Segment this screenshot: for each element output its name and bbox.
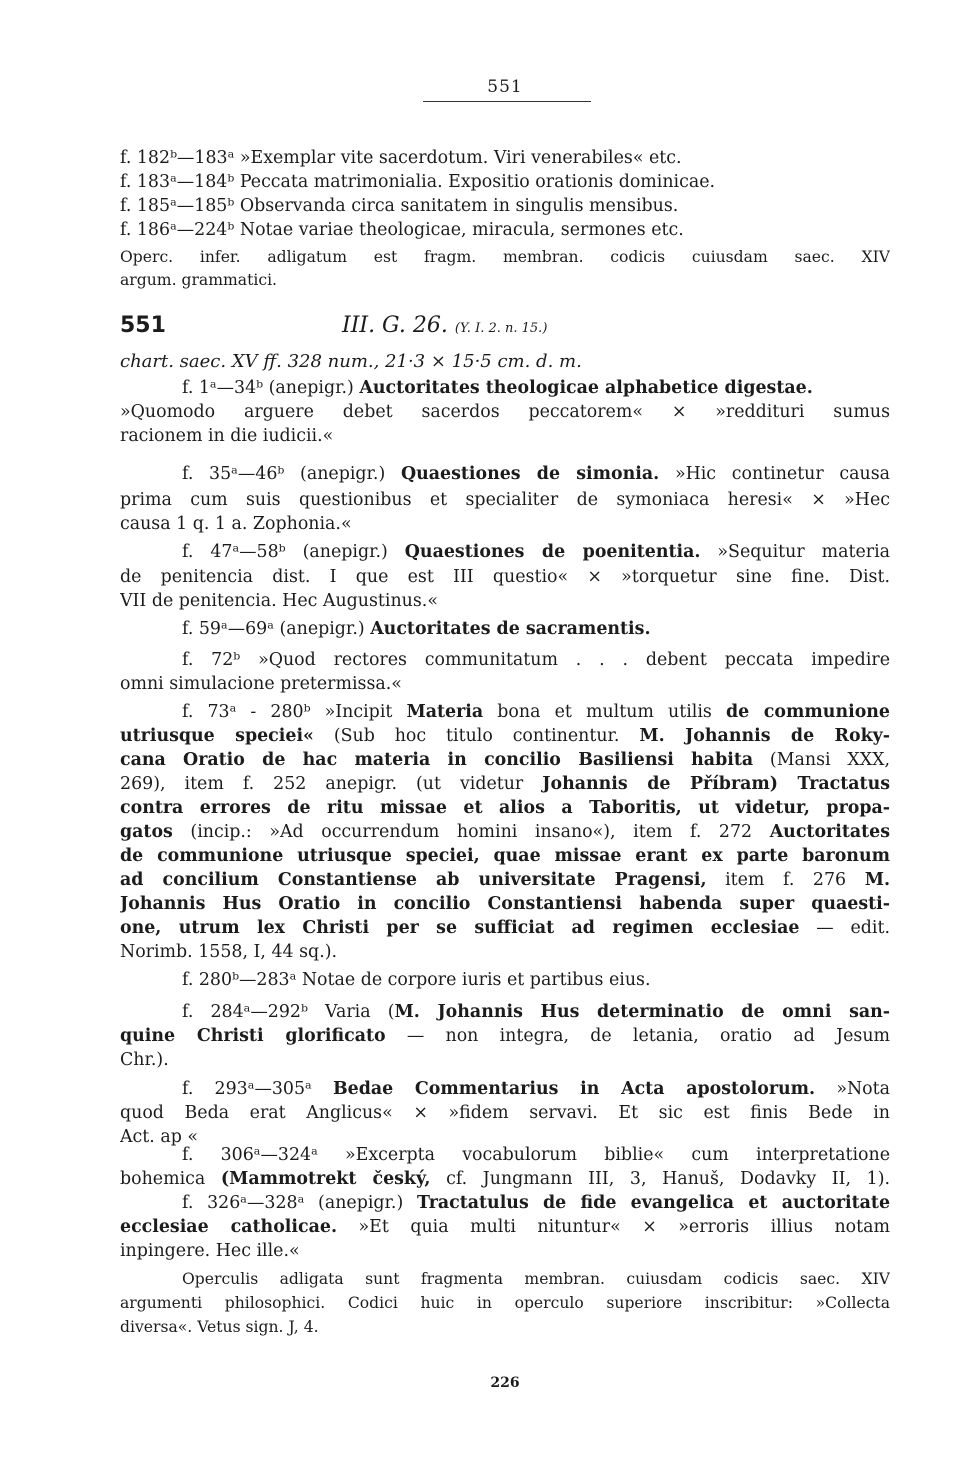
item-line: f. 1ᵃ—34ᵇ (anepigr.) Auctoritates theologicae alphabetice digestae. (182, 378, 813, 398)
item-line: 269), item f. 252 anepigr. (ut videtur Johannis de Příbram) Tractatus (120, 774, 890, 794)
header-rule (423, 101, 591, 102)
top-entry: f. 186ᵃ—224ᵇ Notae variae theologicae, miracula, sermones etc. (120, 220, 684, 240)
item-line: VII de penitencia. Hec Augustinus.« (120, 591, 438, 611)
operc-note: Operc. infer. adligatum est fragm. membran. codicis cuiusdam saec. XIV (120, 248, 890, 266)
codex-description: chart. saec. XV ff. 328 num., 21·3 × 15·5 cm. d. m. (120, 351, 582, 372)
operc-note: Operculis adligata sunt fragmenta membran. cuiusdam codicis saec. XIV (182, 1270, 890, 1288)
codex-signature: III. G. 26. (Y. I. 2. n. 15.) (342, 313, 548, 338)
item-line: »Quomodo arguere debet sacerdos peccatorem« × »reddituri sumus (120, 402, 890, 422)
item-line: f. 326ᵃ—328ᵃ (anepigr.) Tractatulus de fide evangelica et auctoritate (182, 1193, 890, 1213)
codex-number: 551 (120, 313, 166, 338)
item-line: f. 35ᵃ—46ᵇ (anepigr.) Quaestiones de simonia. »Hic continetur causa (182, 464, 890, 484)
catalog-page (120, 0, 890, 1482)
item-line: Johannis Hus Oratio in concilio Constantiensi habenda super quaesti- (120, 894, 890, 914)
item-line: f. 284ᵃ—292ᵇ Varia (M. Johannis Hus determinatio de omni san- (182, 1002, 890, 1022)
top-entry: f. 182ᵇ—183ᵃ »Exemplar vite sacerdotum. Viri venerabiles« etc. (120, 148, 682, 168)
item-line: quine Christi glorificato — non integra, de letania, oratio ad Jesum (120, 1026, 890, 1046)
item-line: prima cum suis questionibus et specialiter de symoniaca heresi« × »Hec (120, 490, 890, 510)
item-line: one, utrum lex Christi per se sufficiat ad regimen ecclesiae — edit. (120, 918, 890, 938)
item-line: utriusque speciei« (Sub hoc titulo continentur. M. Johannis de Roky- (120, 726, 890, 746)
item-line: contra errores de ritu missae et alios a Taboritis, ut videtur, propa- (120, 798, 890, 818)
item-line: f. 306ᵃ—324ᵃ »Excerpta vocabulorum biblie« cum interpretatione (182, 1145, 890, 1165)
item-line: de communione utriusque speciei, quae missae erant ex parte baronum (120, 846, 890, 866)
item-line: quod Beda erat Anglicus« × »fidem servavi. Et sic est finis Bede in (120, 1103, 890, 1123)
top-entry: f. 185ᵃ—185ᵇ Observanda circa sanitatem in singulis mensibus. (120, 196, 679, 216)
item-line: ecclesiae catholicae. »Et quia multi nituntur« × »erroris illius notam (120, 1217, 890, 1237)
item-line: causa 1 q. 1 a. Zophonia.« (120, 514, 352, 534)
item-line: gatos (incip.: »Ad occurrendum homini insano«), item f. 272 Auctoritates (120, 822, 890, 842)
item-line: inpingere. Hec ille.« (120, 1241, 300, 1261)
operc-note: argum. grammatici. (120, 271, 278, 289)
item-line: Chr.). (120, 1050, 169, 1070)
item-line: cana Oratio de hac materia in concilio Basiliensi habita (Mansi XXX, (120, 750, 890, 770)
page-header-number: 551 (487, 77, 523, 97)
item-line: Act. ap « (120, 1127, 199, 1147)
item-line: f. 47ᵃ—58ᵇ (anepigr.) Quaestiones de poenitentia. »Sequitur materia (182, 542, 890, 562)
item-line: f. 73ᵃ - 280ᵇ »Incipit Materia bona et multum utilis de communione (182, 702, 890, 722)
item-line: racionem in die iudicii.« (120, 426, 334, 446)
item-line: f. 72ᵇ »Quod rectores communitatum . . . debent peccata impedire (182, 650, 890, 670)
page-footer-number: 226 (490, 1375, 520, 1391)
item-line: ad concilium Constantiense ab universitate Pragensi, item f. 276 M. (120, 870, 890, 890)
item-line: f. 280ᵇ—283ᵃ Notae de corpore iuris et partibus eius. (182, 970, 651, 990)
item-line: de penitencia dist. I que est III questio« × »torquetur sine fine. Dist. (120, 567, 890, 587)
item-line: Norimb. 1558, I, 44 sq.). (120, 942, 338, 962)
top-entry: f. 183ᵃ—184ᵇ Peccata matrimonialia. Expositio orationis dominicae. (120, 172, 716, 192)
operc-note: diversa«. Vetus sign. J, 4. (120, 1318, 319, 1336)
item-line: omni simulacione pretermissa.« (120, 674, 402, 694)
item-line: bohemica (Mammotrekt český, cf. Jungmann III, 3, Hanuš, Dodavky II, 1). (120, 1169, 890, 1189)
operc-note: argumenti philosophici. Codici huic in operculo superiore inscribitur: »Collecta (120, 1294, 890, 1312)
item-line: f. 59ᵃ—69ᵃ (anepigr.) Auctoritates de sacramentis. (182, 619, 651, 639)
item-line: f. 293ᵃ—305ᵃ Bedae Commentarius in Acta apostolorum. »Nota (182, 1079, 890, 1099)
